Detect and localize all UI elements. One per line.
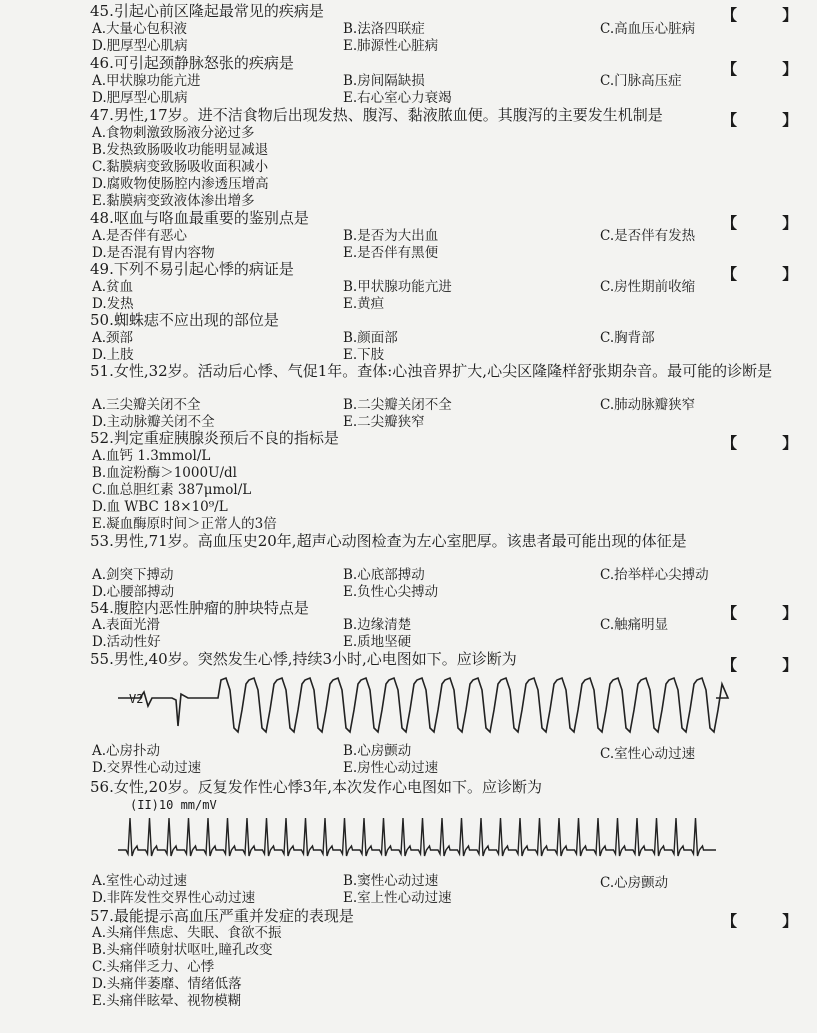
q45-option-c: C.高血压心脏病 bbox=[600, 21, 696, 37]
q51-option-b: B.二尖瓣关闭不全 bbox=[343, 397, 452, 413]
q50-option-d: D.上肢 bbox=[92, 347, 134, 363]
q48-option-a: A.是否伴有恶心 bbox=[92, 228, 188, 244]
q49-option-c: C.房性期前收缩 bbox=[600, 279, 696, 295]
q47-option-a: A.食物刺激致肠液分泌过多 bbox=[92, 125, 255, 141]
answer-bracket[interactable]: 【 】 bbox=[722, 912, 817, 930]
q54-option-c: C.触痛明显 bbox=[600, 617, 669, 633]
question-48-stem: 48.呕血与咯血最重要的鉴别点是 bbox=[90, 209, 309, 227]
q51-option-a: A.三尖瓣关闭不全 bbox=[92, 397, 201, 413]
q52-option-a: A.血钙 1.3mmol/L bbox=[92, 448, 211, 464]
ecg-lead-label: V2 bbox=[129, 692, 144, 706]
q57-option-c: C.头痛伴乏力、心悸 bbox=[92, 959, 215, 975]
ecg-lead-label: (II)10 mm/mV bbox=[130, 798, 217, 812]
q47-option-b: B.发热致肠吸收功能明显减退 bbox=[92, 142, 269, 158]
q56-option-c: C.心房颤动 bbox=[600, 875, 669, 891]
q56-option-d: D.非阵发性交界性心动过速 bbox=[92, 890, 256, 906]
q49-option-b: B.甲状腺功能亢进 bbox=[343, 279, 452, 295]
q52-option-c: C.血总胆红素 387μmol/L bbox=[92, 482, 252, 498]
q45-option-e: E.肺源性心脏病 bbox=[343, 38, 439, 54]
answer-bracket[interactable]: 【 】 bbox=[722, 265, 817, 283]
answer-bracket[interactable]: 【 】 bbox=[722, 60, 817, 78]
question-55-stem: 55.男性,40岁。突然发生心悸,持续3小时,心电图如下。应诊断为 bbox=[90, 650, 517, 668]
q48-option-e: E.是否伴有黑便 bbox=[343, 245, 439, 261]
answer-bracket[interactable]: 【 】 bbox=[722, 6, 817, 24]
q54-option-d: D.活动性好 bbox=[92, 634, 161, 650]
answer-bracket[interactable]: 【 】 bbox=[722, 214, 817, 232]
q55-option-d: D.交界性心动过速 bbox=[92, 760, 202, 776]
q53-option-d: D.心腰部搏动 bbox=[92, 584, 175, 600]
q48-option-c: C.是否伴有发热 bbox=[600, 228, 696, 244]
ecg-tracing-ii bbox=[118, 810, 718, 872]
q50-option-a: A.颈部 bbox=[92, 330, 134, 346]
q46-option-a: A.甲状腺功能亢进 bbox=[92, 73, 201, 89]
q57-option-e: E.头痛伴眩晕、视物模糊 bbox=[92, 993, 242, 1009]
q45-option-a: A.大量心包积液 bbox=[92, 21, 188, 37]
q57-option-b: B.头痛伴喷射状呕吐,瞳孔改变 bbox=[92, 942, 273, 958]
answer-bracket[interactable]: 【 】 bbox=[722, 434, 817, 452]
question-54-stem: 54.腹腔内恶性肿瘤的肿块特点是 bbox=[90, 599, 309, 617]
q54-option-a: A.表面光滑 bbox=[92, 617, 161, 633]
question-52-stem: 52.判定重症胰腺炎预后不良的指标是 bbox=[90, 429, 339, 447]
q53-option-e: E.负性心尖搏动 bbox=[343, 584, 439, 600]
answer-bracket[interactable]: 【 】 bbox=[722, 656, 817, 674]
ecg-tracing-v2 bbox=[118, 670, 718, 740]
q51-option-e: E.二尖瓣狭窄 bbox=[343, 414, 425, 430]
q47-option-e: E.黏膜病变致液体渗出增多 bbox=[92, 193, 255, 209]
q46-option-e: E.右心室心力衰竭 bbox=[343, 90, 452, 106]
q45-option-b: B.法洛四联症 bbox=[343, 21, 425, 37]
q52-option-d: D.血 WBC 18×10⁹/L bbox=[92, 499, 228, 515]
q46-option-b: B.房间隔缺损 bbox=[343, 73, 425, 89]
q49-option-a: A.贫血 bbox=[92, 279, 134, 295]
q55-option-e: E.房性心动过速 bbox=[343, 760, 439, 776]
q51-option-c: C.肺动脉瓣狭窄 bbox=[600, 397, 696, 413]
q51-option-d: D.主动脉瓣关闭不全 bbox=[92, 414, 215, 430]
q55-option-a: A.心房扑动 bbox=[92, 743, 161, 759]
q47-option-c: C.黏膜病变致肠吸收面积减小 bbox=[92, 159, 269, 175]
question-49-stem: 49.下列不易引起心悸的病证是 bbox=[90, 260, 294, 278]
q57-option-d: D.头痛伴萎靡、情绪低落 bbox=[92, 976, 242, 992]
q46-option-d: D.肥厚型心肌病 bbox=[92, 90, 188, 106]
q52-option-e: E.凝血酶原时间＞正常人的3倍 bbox=[92, 516, 277, 532]
q54-option-e: E.质地坚硬 bbox=[343, 634, 412, 650]
q50-option-b: B.颜面部 bbox=[343, 330, 398, 346]
q55-option-c: C.室性心动过速 bbox=[600, 746, 696, 762]
question-47-stem: 47.男性,17岁。进不洁食物后出现发热、腹泻、黏液脓血便。其腹泻的主要发生机制是 bbox=[90, 106, 663, 124]
answer-bracket[interactable]: 【 】 bbox=[722, 111, 817, 129]
q53-option-a: A.剑突下搏动 bbox=[92, 567, 174, 583]
q53-option-b: B.心底部搏动 bbox=[343, 567, 425, 583]
q46-option-c: C.门脉高压症 bbox=[600, 73, 682, 89]
question-45-stem: 45.引起心前区隆起最常见的疾病是 bbox=[90, 2, 324, 20]
question-50-stem: 50.蜘蛛痣不应出现的部位是 bbox=[90, 311, 279, 329]
q47-option-d: D.腐败物使肠腔内渗透压增高 bbox=[92, 176, 269, 192]
question-53-stem: 53.男性,71岁。高血压史20年,超声心动图检查为左心室肥厚。该患者最可能出现的体征是 bbox=[90, 532, 687, 550]
question-46-stem: 46.可引起颈静脉怒张的疾病是 bbox=[90, 54, 294, 72]
question-57-stem: 57.最能提示高血压严重并发症的表现是 bbox=[90, 907, 354, 925]
q56-option-b: B.窦性心动过速 bbox=[343, 873, 439, 889]
q48-option-d: D.是否混有胃内容物 bbox=[92, 245, 215, 261]
q50-option-e: E.下肢 bbox=[343, 347, 385, 363]
q56-option-a: A.室性心动过速 bbox=[92, 873, 188, 889]
answer-bracket[interactable]: 【 】 bbox=[722, 604, 817, 622]
q52-option-b: B.血淀粉酶＞1000U/dl bbox=[92, 465, 237, 481]
q57-option-a: A.头痛伴焦虑、失眠、食欲不振 bbox=[92, 925, 282, 941]
q49-option-d: D.发热 bbox=[92, 296, 134, 312]
q56-option-e: E.室上性心动过速 bbox=[343, 890, 452, 906]
q48-option-b: B.是否为大出血 bbox=[343, 228, 439, 244]
q53-option-c: C.抬举样心尖搏动 bbox=[600, 567, 709, 583]
q49-option-e: E.黄疸 bbox=[343, 296, 385, 312]
q50-option-c: C.胸背部 bbox=[600, 330, 655, 346]
q55-option-b: B.心房颤动 bbox=[343, 743, 412, 759]
question-56-stem: 56.女性,20岁。反复发作性心悸3年,本次发作心电图如下。应诊断为 bbox=[90, 778, 543, 796]
q54-option-b: B.边缘清楚 bbox=[343, 617, 412, 633]
q45-option-d: D.肥厚型心肌病 bbox=[92, 38, 188, 54]
question-51-stem: 51.女性,32岁。活动后心悸、气促1年。查体:心浊音界扩大,心尖区隆隆样舒张期杂音。最可能的诊断是 bbox=[90, 362, 773, 380]
